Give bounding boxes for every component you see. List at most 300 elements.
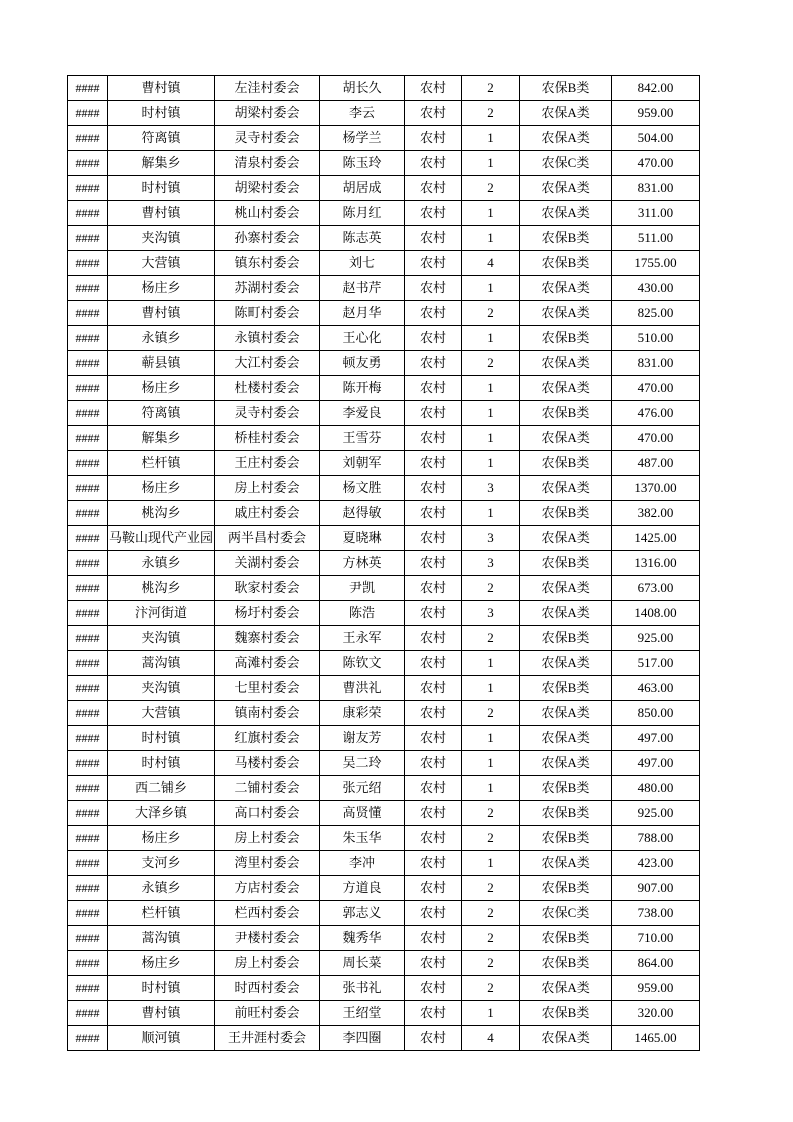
cell-household-type[interactable]: 农村	[405, 301, 462, 326]
cell-village-committee[interactable]: 桃山村委会	[215, 201, 320, 226]
cell-insurance-category[interactable]: 农保A类	[520, 201, 612, 226]
cell-household-type[interactable]: 农村	[405, 726, 462, 751]
cell-village-committee[interactable]: 戚庄村委会	[215, 501, 320, 526]
cell-count[interactable]: 2	[462, 301, 520, 326]
cell-village-committee[interactable]: 左洼村委会	[215, 76, 320, 101]
cell-insurance-category[interactable]: 农保A类	[520, 276, 612, 301]
cell-insurance-category[interactable]: 农保B类	[520, 826, 612, 851]
cell-household-type[interactable]: 农村	[405, 251, 462, 276]
cell-town[interactable]: 曹村镇	[108, 301, 215, 326]
cell-amount[interactable]: 497.00	[612, 751, 700, 776]
cell-count[interactable]: 1	[462, 776, 520, 801]
cell-person-name[interactable]: 赵书芹	[320, 276, 405, 301]
cell-town[interactable]: 蒿沟镇	[108, 651, 215, 676]
cell-amount[interactable]: 1425.00	[612, 526, 700, 551]
cell-person-name[interactable]: 谢友芳	[320, 726, 405, 751]
cell-count[interactable]: 1	[462, 501, 520, 526]
cell-household-type[interactable]: 农村	[405, 651, 462, 676]
cell-overflow-marker[interactable]: ####	[68, 176, 108, 201]
cell-amount[interactable]: 470.00	[612, 151, 700, 176]
cell-person-name[interactable]: 陈浩	[320, 601, 405, 626]
cell-count[interactable]: 3	[462, 601, 520, 626]
cell-amount[interactable]: 850.00	[612, 701, 700, 726]
cell-village-committee[interactable]: 杨圩村委会	[215, 601, 320, 626]
cell-count[interactable]: 1	[462, 276, 520, 301]
cell-village-committee[interactable]: 马楼村委会	[215, 751, 320, 776]
cell-insurance-category[interactable]: 农保A类	[520, 726, 612, 751]
cell-town[interactable]: 时村镇	[108, 726, 215, 751]
cell-insurance-category[interactable]: 农保B类	[520, 876, 612, 901]
cell-village-committee[interactable]: 魏寨村委会	[215, 626, 320, 651]
cell-household-type[interactable]: 农村	[405, 951, 462, 976]
cell-household-type[interactable]: 农村	[405, 626, 462, 651]
cell-amount[interactable]: 864.00	[612, 951, 700, 976]
cell-amount[interactable]: 487.00	[612, 451, 700, 476]
cell-household-type[interactable]: 农村	[405, 476, 462, 501]
cell-overflow-marker[interactable]: ####	[68, 726, 108, 751]
cell-town[interactable]: 杨庄乡	[108, 951, 215, 976]
cell-count[interactable]: 2	[462, 76, 520, 101]
cell-village-committee[interactable]: 房上村委会	[215, 951, 320, 976]
cell-town[interactable]: 栏杆镇	[108, 451, 215, 476]
cell-household-type[interactable]: 农村	[405, 176, 462, 201]
cell-amount[interactable]: 463.00	[612, 676, 700, 701]
cell-amount[interactable]: 1465.00	[612, 1026, 700, 1051]
cell-household-type[interactable]: 农村	[405, 776, 462, 801]
cell-village-committee[interactable]: 七里村委会	[215, 676, 320, 701]
cell-person-name[interactable]: 李爱良	[320, 401, 405, 426]
cell-town[interactable]: 永镇乡	[108, 876, 215, 901]
cell-insurance-category[interactable]: 农保B类	[520, 501, 612, 526]
cell-count[interactable]: 1	[462, 151, 520, 176]
cell-person-name[interactable]: 李四圈	[320, 1026, 405, 1051]
cell-person-name[interactable]: 张书礼	[320, 976, 405, 1001]
cell-overflow-marker[interactable]: ####	[68, 951, 108, 976]
cell-village-committee[interactable]: 大江村委会	[215, 351, 320, 376]
cell-village-committee[interactable]: 孙寨村委会	[215, 226, 320, 251]
cell-household-type[interactable]: 农村	[405, 826, 462, 851]
cell-insurance-category[interactable]: 农保A类	[520, 101, 612, 126]
cell-amount[interactable]: 510.00	[612, 326, 700, 351]
cell-overflow-marker[interactable]: ####	[68, 626, 108, 651]
cell-amount[interactable]: 842.00	[612, 76, 700, 101]
cell-amount[interactable]: 710.00	[612, 926, 700, 951]
cell-count[interactable]: 2	[462, 351, 520, 376]
cell-household-type[interactable]: 农村	[405, 1001, 462, 1026]
cell-town[interactable]: 马鞍山现代产业园	[108, 526, 215, 551]
cell-town[interactable]: 大营镇	[108, 251, 215, 276]
cell-amount[interactable]: 825.00	[612, 301, 700, 326]
cell-insurance-category[interactable]: 农保A类	[520, 576, 612, 601]
cell-town[interactable]: 顺河镇	[108, 1026, 215, 1051]
cell-village-committee[interactable]: 栏西村委会	[215, 901, 320, 926]
cell-insurance-category[interactable]: 农保B类	[520, 451, 612, 476]
cell-person-name[interactable]: 王雪芬	[320, 426, 405, 451]
cell-amount[interactable]: 382.00	[612, 501, 700, 526]
cell-village-committee[interactable]: 杜楼村委会	[215, 376, 320, 401]
cell-insurance-category[interactable]: 农保A类	[520, 426, 612, 451]
cell-overflow-marker[interactable]: ####	[68, 976, 108, 1001]
cell-overflow-marker[interactable]: ####	[68, 901, 108, 926]
cell-household-type[interactable]: 农村	[405, 1026, 462, 1051]
cell-overflow-marker[interactable]: ####	[68, 426, 108, 451]
cell-person-name[interactable]: 方道良	[320, 876, 405, 901]
cell-amount[interactable]: 504.00	[612, 126, 700, 151]
cell-town[interactable]: 夹沟镇	[108, 676, 215, 701]
cell-amount[interactable]: 1316.00	[612, 551, 700, 576]
cell-overflow-marker[interactable]: ####	[68, 551, 108, 576]
cell-household-type[interactable]: 农村	[405, 276, 462, 301]
cell-person-name[interactable]: 王绍堂	[320, 1001, 405, 1026]
cell-town[interactable]: 符离镇	[108, 401, 215, 426]
cell-amount[interactable]: 470.00	[612, 376, 700, 401]
cell-amount[interactable]: 907.00	[612, 876, 700, 901]
cell-insurance-category[interactable]: 农保B类	[520, 626, 612, 651]
cell-person-name[interactable]: 刘七	[320, 251, 405, 276]
cell-household-type[interactable]: 农村	[405, 926, 462, 951]
cell-count[interactable]: 2	[462, 901, 520, 926]
cell-person-name[interactable]: 刘朝军	[320, 451, 405, 476]
cell-count[interactable]: 1	[462, 651, 520, 676]
cell-household-type[interactable]: 农村	[405, 551, 462, 576]
cell-insurance-category[interactable]: 农保B类	[520, 401, 612, 426]
cell-insurance-category[interactable]: 农保B类	[520, 951, 612, 976]
cell-count[interactable]: 2	[462, 876, 520, 901]
cell-count[interactable]: 1	[462, 726, 520, 751]
cell-person-name[interactable]: 陈钦文	[320, 651, 405, 676]
cell-insurance-category[interactable]: 农保B类	[520, 1001, 612, 1026]
cell-town[interactable]: 杨庄乡	[108, 276, 215, 301]
cell-person-name[interactable]: 李冲	[320, 851, 405, 876]
cell-overflow-marker[interactable]: ####	[68, 651, 108, 676]
cell-overflow-marker[interactable]: ####	[68, 676, 108, 701]
cell-village-committee[interactable]: 镇南村委会	[215, 701, 320, 726]
cell-count[interactable]: 1	[462, 401, 520, 426]
cell-household-type[interactable]: 农村	[405, 76, 462, 101]
cell-count[interactable]: 1	[462, 751, 520, 776]
cell-count[interactable]: 2	[462, 801, 520, 826]
cell-household-type[interactable]: 农村	[405, 701, 462, 726]
cell-village-committee[interactable]: 胡梁村委会	[215, 176, 320, 201]
cell-overflow-marker[interactable]: ####	[68, 376, 108, 401]
cell-person-name[interactable]: 李云	[320, 101, 405, 126]
cell-count[interactable]: 3	[462, 476, 520, 501]
cell-overflow-marker[interactable]: ####	[68, 476, 108, 501]
cell-household-type[interactable]: 农村	[405, 201, 462, 226]
cell-amount[interactable]: 430.00	[612, 276, 700, 301]
cell-insurance-category[interactable]: 农保A类	[520, 976, 612, 1001]
cell-person-name[interactable]: 魏秀华	[320, 926, 405, 951]
cell-village-committee[interactable]: 永镇村委会	[215, 326, 320, 351]
cell-overflow-marker[interactable]: ####	[68, 776, 108, 801]
cell-amount[interactable]: 511.00	[612, 226, 700, 251]
cell-count[interactable]: 1	[462, 426, 520, 451]
cell-amount[interactable]: 497.00	[612, 726, 700, 751]
cell-person-name[interactable]: 陈玉玲	[320, 151, 405, 176]
cell-person-name[interactable]: 方林英	[320, 551, 405, 576]
cell-village-committee[interactable]: 二铺村委会	[215, 776, 320, 801]
cell-town[interactable]: 曹村镇	[108, 1001, 215, 1026]
cell-amount[interactable]: 1370.00	[612, 476, 700, 501]
cell-town[interactable]: 杨庄乡	[108, 376, 215, 401]
cell-person-name[interactable]: 胡居成	[320, 176, 405, 201]
cell-village-committee[interactable]: 两半昌村委会	[215, 526, 320, 551]
cell-overflow-marker[interactable]: ####	[68, 826, 108, 851]
cell-amount[interactable]: 470.00	[612, 426, 700, 451]
cell-overflow-marker[interactable]: ####	[68, 251, 108, 276]
cell-count[interactable]: 2	[462, 576, 520, 601]
cell-household-type[interactable]: 农村	[405, 501, 462, 526]
cell-household-type[interactable]: 农村	[405, 751, 462, 776]
cell-village-committee[interactable]: 方店村委会	[215, 876, 320, 901]
cell-amount[interactable]: 476.00	[612, 401, 700, 426]
cell-amount[interactable]: 738.00	[612, 901, 700, 926]
cell-village-committee[interactable]: 陈町村委会	[215, 301, 320, 326]
cell-household-type[interactable]: 农村	[405, 401, 462, 426]
cell-amount[interactable]: 423.00	[612, 851, 700, 876]
cell-overflow-marker[interactable]: ####	[68, 76, 108, 101]
cell-household-type[interactable]: 农村	[405, 126, 462, 151]
cell-overflow-marker[interactable]: ####	[68, 601, 108, 626]
cell-count[interactable]: 2	[462, 926, 520, 951]
cell-village-committee[interactable]: 时西村委会	[215, 976, 320, 1001]
cell-household-type[interactable]: 农村	[405, 226, 462, 251]
cell-insurance-category[interactable]: 农保A类	[520, 751, 612, 776]
cell-count[interactable]: 3	[462, 526, 520, 551]
cell-count[interactable]: 1	[462, 226, 520, 251]
cell-household-type[interactable]: 农村	[405, 601, 462, 626]
cell-town[interactable]: 桃沟乡	[108, 576, 215, 601]
cell-village-committee[interactable]: 红旗村委会	[215, 726, 320, 751]
cell-insurance-category[interactable]: 农保B类	[520, 326, 612, 351]
cell-insurance-category[interactable]: 农保A类	[520, 376, 612, 401]
cell-count[interactable]: 2	[462, 176, 520, 201]
cell-household-type[interactable]: 农村	[405, 376, 462, 401]
cell-person-name[interactable]: 胡长久	[320, 76, 405, 101]
cell-insurance-category[interactable]: 农保A类	[520, 476, 612, 501]
cell-overflow-marker[interactable]: ####	[68, 801, 108, 826]
cell-count[interactable]: 2	[462, 951, 520, 976]
cell-village-committee[interactable]: 耿家村委会	[215, 576, 320, 601]
cell-town[interactable]: 时村镇	[108, 101, 215, 126]
cell-count[interactable]: 1	[462, 201, 520, 226]
cell-overflow-marker[interactable]: ####	[68, 751, 108, 776]
cell-count[interactable]: 1	[462, 126, 520, 151]
cell-town[interactable]: 支河乡	[108, 851, 215, 876]
cell-person-name[interactable]: 周长菜	[320, 951, 405, 976]
cell-town[interactable]: 夹沟镇	[108, 626, 215, 651]
cell-household-type[interactable]: 农村	[405, 676, 462, 701]
cell-amount[interactable]: 320.00	[612, 1001, 700, 1026]
cell-overflow-marker[interactable]: ####	[68, 1001, 108, 1026]
cell-overflow-marker[interactable]: ####	[68, 326, 108, 351]
cell-overflow-marker[interactable]: ####	[68, 151, 108, 176]
cell-person-name[interactable]: 朱玉华	[320, 826, 405, 851]
cell-count[interactable]: 4	[462, 251, 520, 276]
cell-overflow-marker[interactable]: ####	[68, 701, 108, 726]
cell-insurance-category[interactable]: 农保B类	[520, 551, 612, 576]
cell-person-name[interactable]: 杨文胜	[320, 476, 405, 501]
cell-overflow-marker[interactable]: ####	[68, 126, 108, 151]
cell-person-name[interactable]: 王心化	[320, 326, 405, 351]
cell-count[interactable]: 1	[462, 851, 520, 876]
cell-village-committee[interactable]: 镇东村委会	[215, 251, 320, 276]
cell-count[interactable]: 3	[462, 551, 520, 576]
cell-household-type[interactable]: 农村	[405, 326, 462, 351]
cell-town[interactable]: 汴河街道	[108, 601, 215, 626]
cell-town[interactable]: 大泽乡镇	[108, 801, 215, 826]
cell-village-committee[interactable]: 清泉村委会	[215, 151, 320, 176]
cell-town[interactable]: 符离镇	[108, 126, 215, 151]
cell-village-committee[interactable]: 前旺村委会	[215, 1001, 320, 1026]
cell-village-committee[interactable]: 桥桂村委会	[215, 426, 320, 451]
cell-person-name[interactable]: 夏晓琳	[320, 526, 405, 551]
cell-overflow-marker[interactable]: ####	[68, 101, 108, 126]
cell-town[interactable]: 时村镇	[108, 976, 215, 1001]
cell-amount[interactable]: 925.00	[612, 626, 700, 651]
cell-amount[interactable]: 1408.00	[612, 601, 700, 626]
cell-insurance-category[interactable]: 农保A类	[520, 701, 612, 726]
cell-town[interactable]: 西二铺乡	[108, 776, 215, 801]
cell-overflow-marker[interactable]: ####	[68, 576, 108, 601]
cell-household-type[interactable]: 农村	[405, 976, 462, 1001]
cell-town[interactable]: 曹村镇	[108, 76, 215, 101]
cell-village-committee[interactable]: 高口村委会	[215, 801, 320, 826]
cell-town[interactable]: 时村镇	[108, 751, 215, 776]
cell-town[interactable]: 曹村镇	[108, 201, 215, 226]
cell-count[interactable]: 4	[462, 1026, 520, 1051]
cell-town[interactable]: 永镇乡	[108, 326, 215, 351]
cell-amount[interactable]: 673.00	[612, 576, 700, 601]
cell-person-name[interactable]: 康彩荣	[320, 701, 405, 726]
cell-village-committee[interactable]: 关湖村委会	[215, 551, 320, 576]
cell-household-type[interactable]: 农村	[405, 901, 462, 926]
cell-town[interactable]: 解集乡	[108, 151, 215, 176]
cell-household-type[interactable]: 农村	[405, 151, 462, 176]
cell-town[interactable]: 永镇乡	[108, 551, 215, 576]
cell-insurance-category[interactable]: 农保A类	[520, 176, 612, 201]
cell-count[interactable]: 1	[462, 1001, 520, 1026]
cell-overflow-marker[interactable]: ####	[68, 851, 108, 876]
cell-insurance-category[interactable]: 农保A类	[520, 351, 612, 376]
cell-overflow-marker[interactable]: ####	[68, 1026, 108, 1051]
cell-overflow-marker[interactable]: ####	[68, 226, 108, 251]
cell-village-committee[interactable]: 灵寺村委会	[215, 126, 320, 151]
cell-overflow-marker[interactable]: ####	[68, 276, 108, 301]
cell-household-type[interactable]: 农村	[405, 451, 462, 476]
cell-town[interactable]: 大营镇	[108, 701, 215, 726]
cell-town[interactable]: 蒿沟镇	[108, 926, 215, 951]
cell-town[interactable]: 时村镇	[108, 176, 215, 201]
cell-town[interactable]: 桃沟乡	[108, 501, 215, 526]
cell-insurance-category[interactable]: 农保B类	[520, 801, 612, 826]
cell-person-name[interactable]: 赵月华	[320, 301, 405, 326]
cell-overflow-marker[interactable]: ####	[68, 526, 108, 551]
cell-count[interactable]: 2	[462, 976, 520, 1001]
cell-town[interactable]: 栏杆镇	[108, 901, 215, 926]
cell-person-name[interactable]: 陈开梅	[320, 376, 405, 401]
cell-village-committee[interactable]: 王庄村委会	[215, 451, 320, 476]
cell-overflow-marker[interactable]: ####	[68, 926, 108, 951]
cell-amount[interactable]: 959.00	[612, 976, 700, 1001]
cell-person-name[interactable]: 王永军	[320, 626, 405, 651]
cell-overflow-marker[interactable]: ####	[68, 201, 108, 226]
cell-insurance-category[interactable]: 农保A类	[520, 301, 612, 326]
cell-household-type[interactable]: 农村	[405, 101, 462, 126]
cell-town[interactable]: 夹沟镇	[108, 226, 215, 251]
cell-person-name[interactable]: 郭志义	[320, 901, 405, 926]
cell-village-committee[interactable]: 胡梁村委会	[215, 101, 320, 126]
cell-household-type[interactable]: 农村	[405, 351, 462, 376]
cell-person-name[interactable]: 赵得敏	[320, 501, 405, 526]
cell-household-type[interactable]: 农村	[405, 426, 462, 451]
cell-insurance-category[interactable]: 农保B类	[520, 926, 612, 951]
cell-town[interactable]: 杨庄乡	[108, 476, 215, 501]
cell-person-name[interactable]: 杨学兰	[320, 126, 405, 151]
cell-count[interactable]: 1	[462, 326, 520, 351]
cell-person-name[interactable]: 高贤懂	[320, 801, 405, 826]
cell-insurance-category[interactable]: 农保A类	[520, 1026, 612, 1051]
cell-insurance-category[interactable]: 农保C类	[520, 151, 612, 176]
cell-amount[interactable]: 480.00	[612, 776, 700, 801]
cell-amount[interactable]: 517.00	[612, 651, 700, 676]
cell-insurance-category[interactable]: 农保A类	[520, 651, 612, 676]
cell-person-name[interactable]: 曹洪礼	[320, 676, 405, 701]
cell-amount[interactable]: 788.00	[612, 826, 700, 851]
cell-insurance-category[interactable]: 农保C类	[520, 901, 612, 926]
cell-count[interactable]: 2	[462, 701, 520, 726]
cell-household-type[interactable]: 农村	[405, 526, 462, 551]
cell-household-type[interactable]: 农村	[405, 851, 462, 876]
cell-overflow-marker[interactable]: ####	[68, 501, 108, 526]
cell-amount[interactable]: 311.00	[612, 201, 700, 226]
cell-household-type[interactable]: 农村	[405, 801, 462, 826]
cell-count[interactable]: 1	[462, 451, 520, 476]
cell-village-committee[interactable]: 湾里村委会	[215, 851, 320, 876]
cell-amount[interactable]: 959.00	[612, 101, 700, 126]
cell-overflow-marker[interactable]: ####	[68, 876, 108, 901]
cell-insurance-category[interactable]: 农保B类	[520, 676, 612, 701]
cell-village-committee[interactable]: 房上村委会	[215, 476, 320, 501]
cell-person-name[interactable]: 顿友勇	[320, 351, 405, 376]
cell-insurance-category[interactable]: 农保B类	[520, 226, 612, 251]
cell-town[interactable]: 杨庄乡	[108, 826, 215, 851]
cell-overflow-marker[interactable]: ####	[68, 451, 108, 476]
cell-count[interactable]: 1	[462, 376, 520, 401]
cell-town[interactable]: 解集乡	[108, 426, 215, 451]
cell-person-name[interactable]: 尹凯	[320, 576, 405, 601]
cell-village-committee[interactable]: 尹楼村委会	[215, 926, 320, 951]
cell-insurance-category[interactable]: 农保B类	[520, 76, 612, 101]
cell-person-name[interactable]: 陈志英	[320, 226, 405, 251]
cell-insurance-category[interactable]: 农保B类	[520, 251, 612, 276]
cell-overflow-marker[interactable]: ####	[68, 401, 108, 426]
cell-person-name[interactable]: 陈月红	[320, 201, 405, 226]
cell-village-committee[interactable]: 王井涯村委会	[215, 1026, 320, 1051]
cell-amount[interactable]: 925.00	[612, 801, 700, 826]
cell-amount[interactable]: 1755.00	[612, 251, 700, 276]
cell-count[interactable]: 2	[462, 626, 520, 651]
cell-amount[interactable]: 831.00	[612, 351, 700, 376]
cell-village-committee[interactable]: 高滩村委会	[215, 651, 320, 676]
cell-count[interactable]: 2	[462, 101, 520, 126]
cell-count[interactable]: 2	[462, 826, 520, 851]
cell-town[interactable]: 蕲县镇	[108, 351, 215, 376]
cell-household-type[interactable]: 农村	[405, 876, 462, 901]
cell-insurance-category[interactable]: 农保B类	[520, 776, 612, 801]
cell-overflow-marker[interactable]: ####	[68, 351, 108, 376]
cell-village-committee[interactable]: 房上村委会	[215, 826, 320, 851]
